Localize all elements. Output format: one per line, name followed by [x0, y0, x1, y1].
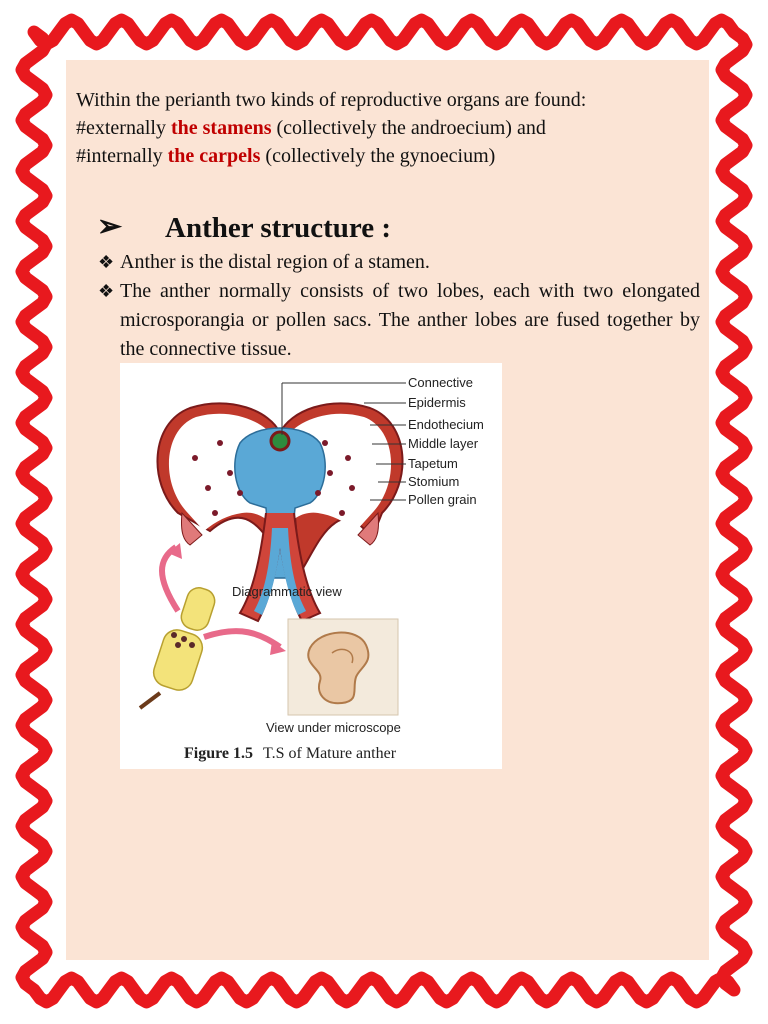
label-epidermis: Epidermis [408, 395, 466, 410]
anther-figure [120, 363, 502, 769]
arrow-bullet-icon: ➢ [97, 210, 123, 243]
figure-caption-number: Figure 1.5 [184, 745, 254, 762]
intro-line-3: #internally the carpels (collectively the gynoecium) [76, 145, 496, 167]
bullet-text-2: The anther normally consists of two lobes, each with two elongated microsporangia or pollen sacs. The anther lobes are fused together by the connective tissue. [120, 280, 700, 360]
label-stomium: Stomium [408, 474, 460, 489]
label-connective: Connective [408, 375, 474, 390]
section-heading: Anther structure : [165, 212, 392, 244]
diagram-caption: Diagrammatic view [232, 584, 342, 599]
diamond-bullet-icon: ❖ [98, 252, 115, 272]
microscope-image [288, 619, 398, 715]
intro-line-2: #externally the stamens (collectively the androecium) and [76, 117, 546, 139]
label-tapetum: Tapetum [408, 456, 458, 471]
carpels-highlight: the carpels [167, 145, 261, 167]
figure-caption-text: T.S of Mature anther [263, 745, 397, 762]
diamond-bullet-icon: ❖ [98, 281, 115, 301]
label-pollen-grain: Pollen grain [408, 492, 477, 507]
stamens-highlight: the stamens [170, 117, 272, 139]
figure-caption [184, 745, 397, 762]
label-middle-layer: Middle layer [408, 436, 479, 451]
bullet-text-1: Anther is the distal region of a stamen. [120, 251, 430, 273]
label-endothecium: Endothecium [408, 417, 484, 432]
microscope-caption: View under microscope [266, 720, 401, 735]
intro-line-1: Within the perianth two kinds of reproductive organs are found: [76, 89, 587, 111]
